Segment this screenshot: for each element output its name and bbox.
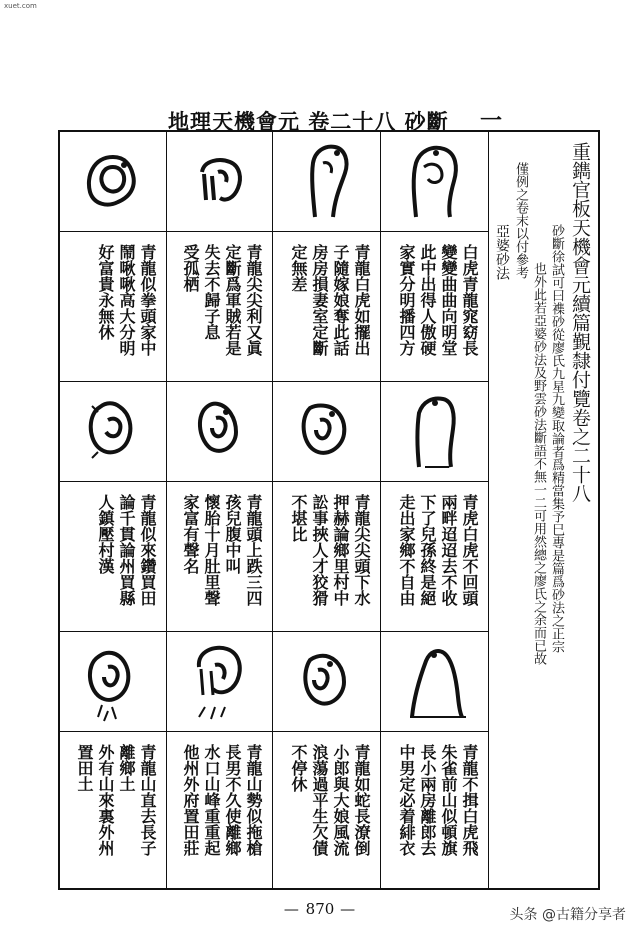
verse-text: 青龍似拳頭家中 鬧啾啾高大分明 好富貴永無休 [96,244,157,356]
diagram-icon [78,147,148,217]
page-number: 870 [305,900,335,918]
verse-cell [381,732,488,890]
verse-cell [273,232,380,382]
verse-text: 青虎白虎不回頭 兩畔迢迢去不收 下了兒孫終是絕 走出家鄉不自由 [397,494,479,606]
diagram-icon [78,392,148,472]
table-column-2 [273,132,381,888]
verse-text: 青龍山直去長子 離鄉土 外有山來裏外州 置田土 [75,744,157,856]
chapter-title-column [488,132,598,888]
table-column-3 [167,132,273,888]
section-marker: 一 [480,108,503,134]
diagram-icon [405,387,465,477]
verse-text: 白虎青龍窕窈長 變變曲曲向明堂 此中出得人傲硬 家實分明播四方 [397,244,479,356]
sand-diagram [60,132,166,232]
site-mark: xuet.com [4,2,37,10]
verse-cell [381,232,488,382]
verse-text: 青龍尖尖頭下水 押赫論鄉里村中 訟事挾人才狡猾 不堪比 [289,494,371,606]
diagram-icon [190,392,250,472]
table-column-4 [60,132,167,888]
verse-text: 青龍頭上跌三四 孩兒腹中叫 懷胎十月肚里聲 家富有聲名 [181,494,263,606]
intro-line-4: 亞婆砂法 [494,224,510,280]
verse-text: 青龍尖尖利又眞 定斷爲軍賊若是 失去不歸子息 受孤栖 [181,244,263,356]
watermark: 头条 @古籍分享者 [509,907,626,923]
verse-cell [167,732,272,890]
sand-diagram [273,632,380,732]
sand-diagram [60,382,166,482]
sand-diagram [273,132,380,232]
diagram-icon [190,152,250,212]
sand-diagram [167,132,272,232]
intro-line-3: 僅例之卷末以付參考 [513,162,528,279]
diagram-icon [185,637,255,727]
verse-cell [167,232,272,382]
verse-cell [60,482,166,632]
sand-diagram [381,632,488,732]
sand-diagram [167,382,272,482]
verse-text: 青龍如蛇長潦倒 小郎與大娘風流 浪蕩過平生欠債 不停休 [289,744,371,856]
diagram-icon [294,392,360,472]
verse-cell [60,232,166,382]
diagram-icon [294,640,360,724]
verse-text: 青龍山勢似拖槍 長男不久使離鄉 水口山峰重重起 他州外府置田莊 [181,744,263,856]
verse-text: 青龍白虎如擺出 子隨嫁娘奪此話 房房損妻室定斷 定無差 [289,244,371,356]
verse-cell [381,482,488,632]
sand-diagram [273,382,380,482]
verse-cell [167,482,272,632]
intro-line-2: 也外此若亞婆砂法及野雲砂法斷語不無一二可用然總之廖氏之余而已故 [531,262,546,665]
page-title: 地理天機會元 卷二十八 砂斷 [168,109,449,134]
verse-text: 青龍似來鑽買田 論千貫論州買縣 人鎮壓村漢 [96,494,157,606]
chapter-title: 重鐫官板天機會元續篇覲隸付覽卷之二十八 [569,142,591,503]
verse-text: 青龍不揖白虎飛 朱雀前山似頓旗 長小兩房離郎去 中男定必着緋衣 [397,744,479,856]
verse-cell [273,732,380,890]
verse-cell [273,482,380,632]
sand-diagram [167,632,272,732]
diagram-icon [297,137,357,227]
content-table [58,130,600,890]
diagram-icon [402,137,468,227]
sand-diagram [381,132,488,232]
diagram-icon [78,637,148,727]
page-footer: — 870 — [283,900,357,918]
sand-diagram [60,632,166,732]
table-column-1 [381,132,489,888]
intro-line-1: 砂斷徐試可曰襍砂從廖氏九星九變取論者爲精當集予巳專是篇爲砂法之正宗 [549,224,564,653]
verse-cell [60,732,166,890]
sand-diagram [381,382,488,482]
diagram-icon [400,637,470,727]
